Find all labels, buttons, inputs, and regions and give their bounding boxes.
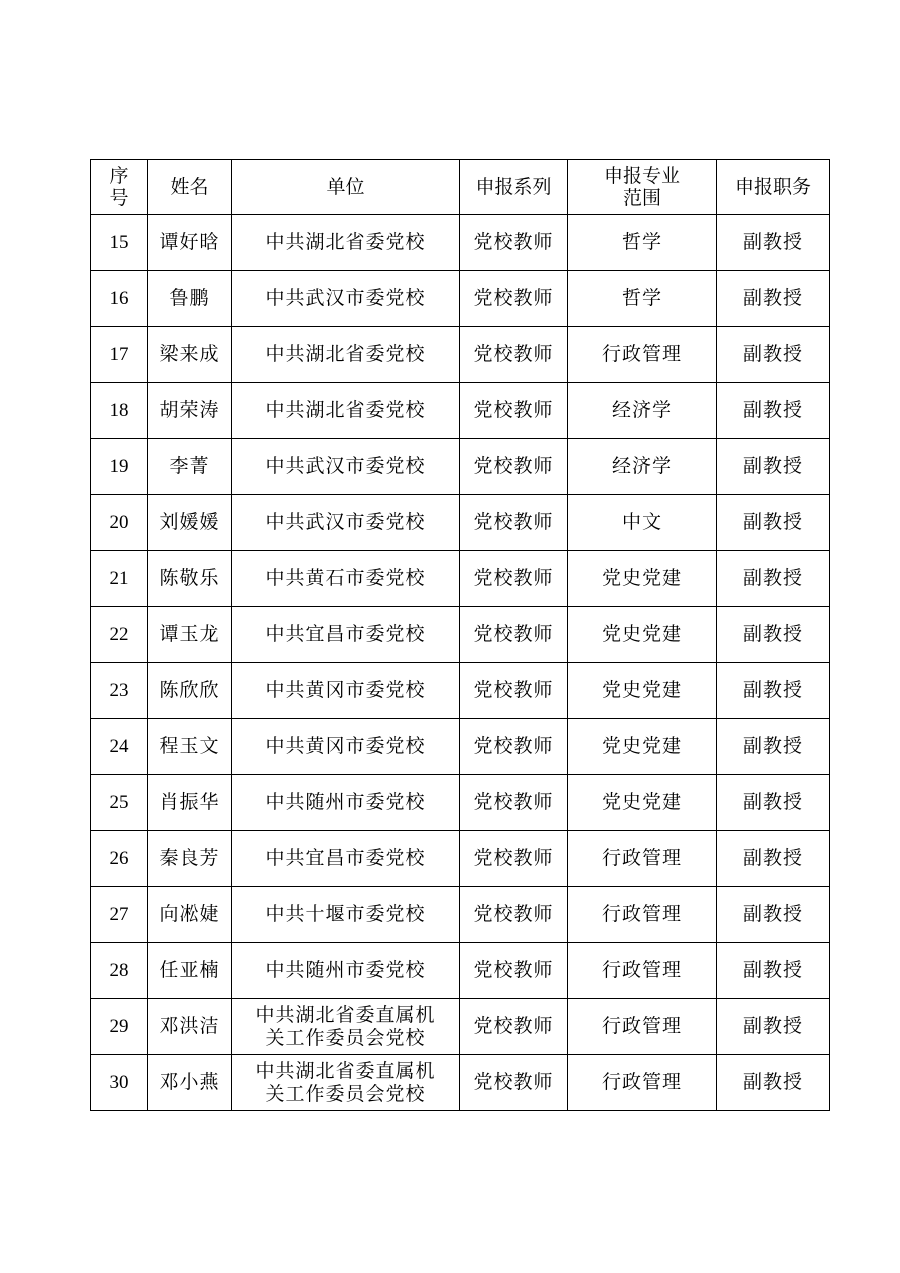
cell-scope: 行政管理 (568, 831, 717, 887)
table-row (91, 495, 830, 551)
cell-series: 党校教师 (460, 271, 568, 327)
cell-seq: 22 (91, 607, 148, 663)
cell-unit: 中共湖北省委直属机 关工作委员会党校 (232, 999, 460, 1055)
cell-series: 党校教师 (460, 887, 568, 943)
cell-seq: 28 (91, 943, 148, 999)
cell-name: 秦良芳 (148, 831, 232, 887)
cell-series: 党校教师 (460, 495, 568, 551)
header-scope: 申报专业 范围 (568, 160, 717, 215)
cell-name: 刘媛媛 (148, 495, 232, 551)
header-row (91, 160, 830, 215)
cell-series: 党校教师 (460, 439, 568, 495)
cell-position: 副教授 (717, 831, 830, 887)
cell-position: 副教授 (717, 775, 830, 831)
cell-unit: 中共武汉市委党校 (232, 439, 460, 495)
table-row (91, 663, 830, 719)
cell-seq: 26 (91, 831, 148, 887)
cell-name: 胡荣涛 (148, 383, 232, 439)
cell-name: 陈敬乐 (148, 551, 232, 607)
header-name: 姓名 (148, 160, 232, 215)
cell-name: 邓洪洁 (148, 999, 232, 1055)
cell-position: 副教授 (717, 215, 830, 271)
cell-series: 党校教师 (460, 607, 568, 663)
cell-scope: 党史党建 (568, 663, 717, 719)
table-row (91, 831, 830, 887)
cell-unit: 中共黄冈市委党校 (232, 663, 460, 719)
cell-position: 副教授 (717, 327, 830, 383)
cell-position: 副教授 (717, 719, 830, 775)
cell-scope: 经济学 (568, 383, 717, 439)
cell-scope: 党史党建 (568, 551, 717, 607)
cell-seq: 20 (91, 495, 148, 551)
cell-scope: 中文 (568, 495, 717, 551)
table-row (91, 943, 830, 999)
cell-series: 党校教师 (460, 775, 568, 831)
cell-seq: 24 (91, 719, 148, 775)
cell-name: 陈欣欣 (148, 663, 232, 719)
cell-scope: 行政管理 (568, 327, 717, 383)
header-unit: 单位 (232, 160, 460, 215)
table-row (91, 999, 830, 1055)
cell-series: 党校教师 (460, 327, 568, 383)
cell-series: 党校教师 (460, 1055, 568, 1111)
table-row (91, 215, 830, 271)
cell-scope: 党史党建 (568, 607, 717, 663)
header-series: 申报系列 (460, 160, 568, 215)
cell-name: 李菁 (148, 439, 232, 495)
cell-unit: 中共十堰市委党校 (232, 887, 460, 943)
cell-scope: 经济学 (568, 439, 717, 495)
cell-unit: 中共随州市委党校 (232, 943, 460, 999)
cell-name: 肖振华 (148, 775, 232, 831)
table-row (91, 551, 830, 607)
cell-series: 党校教师 (460, 383, 568, 439)
cell-unit: 中共湖北省委党校 (232, 215, 460, 271)
cell-position: 副教授 (717, 887, 830, 943)
cell-seq: 18 (91, 383, 148, 439)
applicant-table (90, 159, 830, 1111)
table-row (91, 607, 830, 663)
cell-position: 副教授 (717, 271, 830, 327)
table-row (91, 327, 830, 383)
table-row (91, 383, 830, 439)
cell-scope: 行政管理 (568, 1055, 717, 1111)
cell-unit: 中共湖北省委党校 (232, 383, 460, 439)
cell-position: 副教授 (717, 663, 830, 719)
cell-unit: 中共武汉市委党校 (232, 495, 460, 551)
table-row (91, 439, 830, 495)
table-row (91, 719, 830, 775)
cell-position: 副教授 (717, 607, 830, 663)
cell-series: 党校教师 (460, 831, 568, 887)
cell-position: 副教授 (717, 495, 830, 551)
cell-scope: 党史党建 (568, 719, 717, 775)
cell-unit: 中共宜昌市委党校 (232, 607, 460, 663)
cell-position: 副教授 (717, 551, 830, 607)
cell-seq: 30 (91, 1055, 148, 1111)
cell-seq: 29 (91, 999, 148, 1055)
cell-seq: 23 (91, 663, 148, 719)
table-body (91, 215, 830, 1111)
cell-series: 党校教师 (460, 999, 568, 1055)
cell-seq: 25 (91, 775, 148, 831)
cell-scope: 行政管理 (568, 999, 717, 1055)
cell-seq: 15 (91, 215, 148, 271)
cell-unit: 中共湖北省委直属机 关工作委员会党校 (232, 1055, 460, 1111)
table-header (91, 160, 830, 215)
cell-scope: 哲学 (568, 271, 717, 327)
cell-name: 谭好晗 (148, 215, 232, 271)
cell-name: 鲁鹏 (148, 271, 232, 327)
cell-series: 党校教师 (460, 719, 568, 775)
cell-series: 党校教师 (460, 663, 568, 719)
cell-name: 程玉文 (148, 719, 232, 775)
cell-scope: 行政管理 (568, 943, 717, 999)
cell-unit: 中共黄石市委党校 (232, 551, 460, 607)
cell-scope: 哲学 (568, 215, 717, 271)
cell-unit: 中共随州市委党校 (232, 775, 460, 831)
cell-position: 副教授 (717, 999, 830, 1055)
table-row (91, 271, 830, 327)
cell-unit: 中共湖北省委党校 (232, 327, 460, 383)
cell-position: 副教授 (717, 1055, 830, 1111)
cell-seq: 21 (91, 551, 148, 607)
table-row (91, 887, 830, 943)
cell-name: 谭玉龙 (148, 607, 232, 663)
cell-seq: 19 (91, 439, 148, 495)
cell-position: 副教授 (717, 383, 830, 439)
cell-series: 党校教师 (460, 215, 568, 271)
cell-position: 副教授 (717, 943, 830, 999)
cell-name: 任亚楠 (148, 943, 232, 999)
cell-position: 副教授 (717, 439, 830, 495)
table-row (91, 775, 830, 831)
cell-unit: 中共黄冈市委党校 (232, 719, 460, 775)
header-position: 申报职务 (717, 160, 830, 215)
cell-seq: 27 (91, 887, 148, 943)
cell-series: 党校教师 (460, 551, 568, 607)
cell-name: 邓小燕 (148, 1055, 232, 1111)
cell-series: 党校教师 (460, 943, 568, 999)
cell-name: 梁来成 (148, 327, 232, 383)
cell-unit: 中共宜昌市委党校 (232, 831, 460, 887)
cell-name: 向凇婕 (148, 887, 232, 943)
table-row (91, 1055, 830, 1111)
cell-scope: 行政管理 (568, 887, 717, 943)
cell-seq: 17 (91, 327, 148, 383)
cell-scope: 党史党建 (568, 775, 717, 831)
header-seq: 序 号 (91, 160, 148, 215)
cell-unit: 中共武汉市委党校 (232, 271, 460, 327)
cell-seq: 16 (91, 271, 148, 327)
